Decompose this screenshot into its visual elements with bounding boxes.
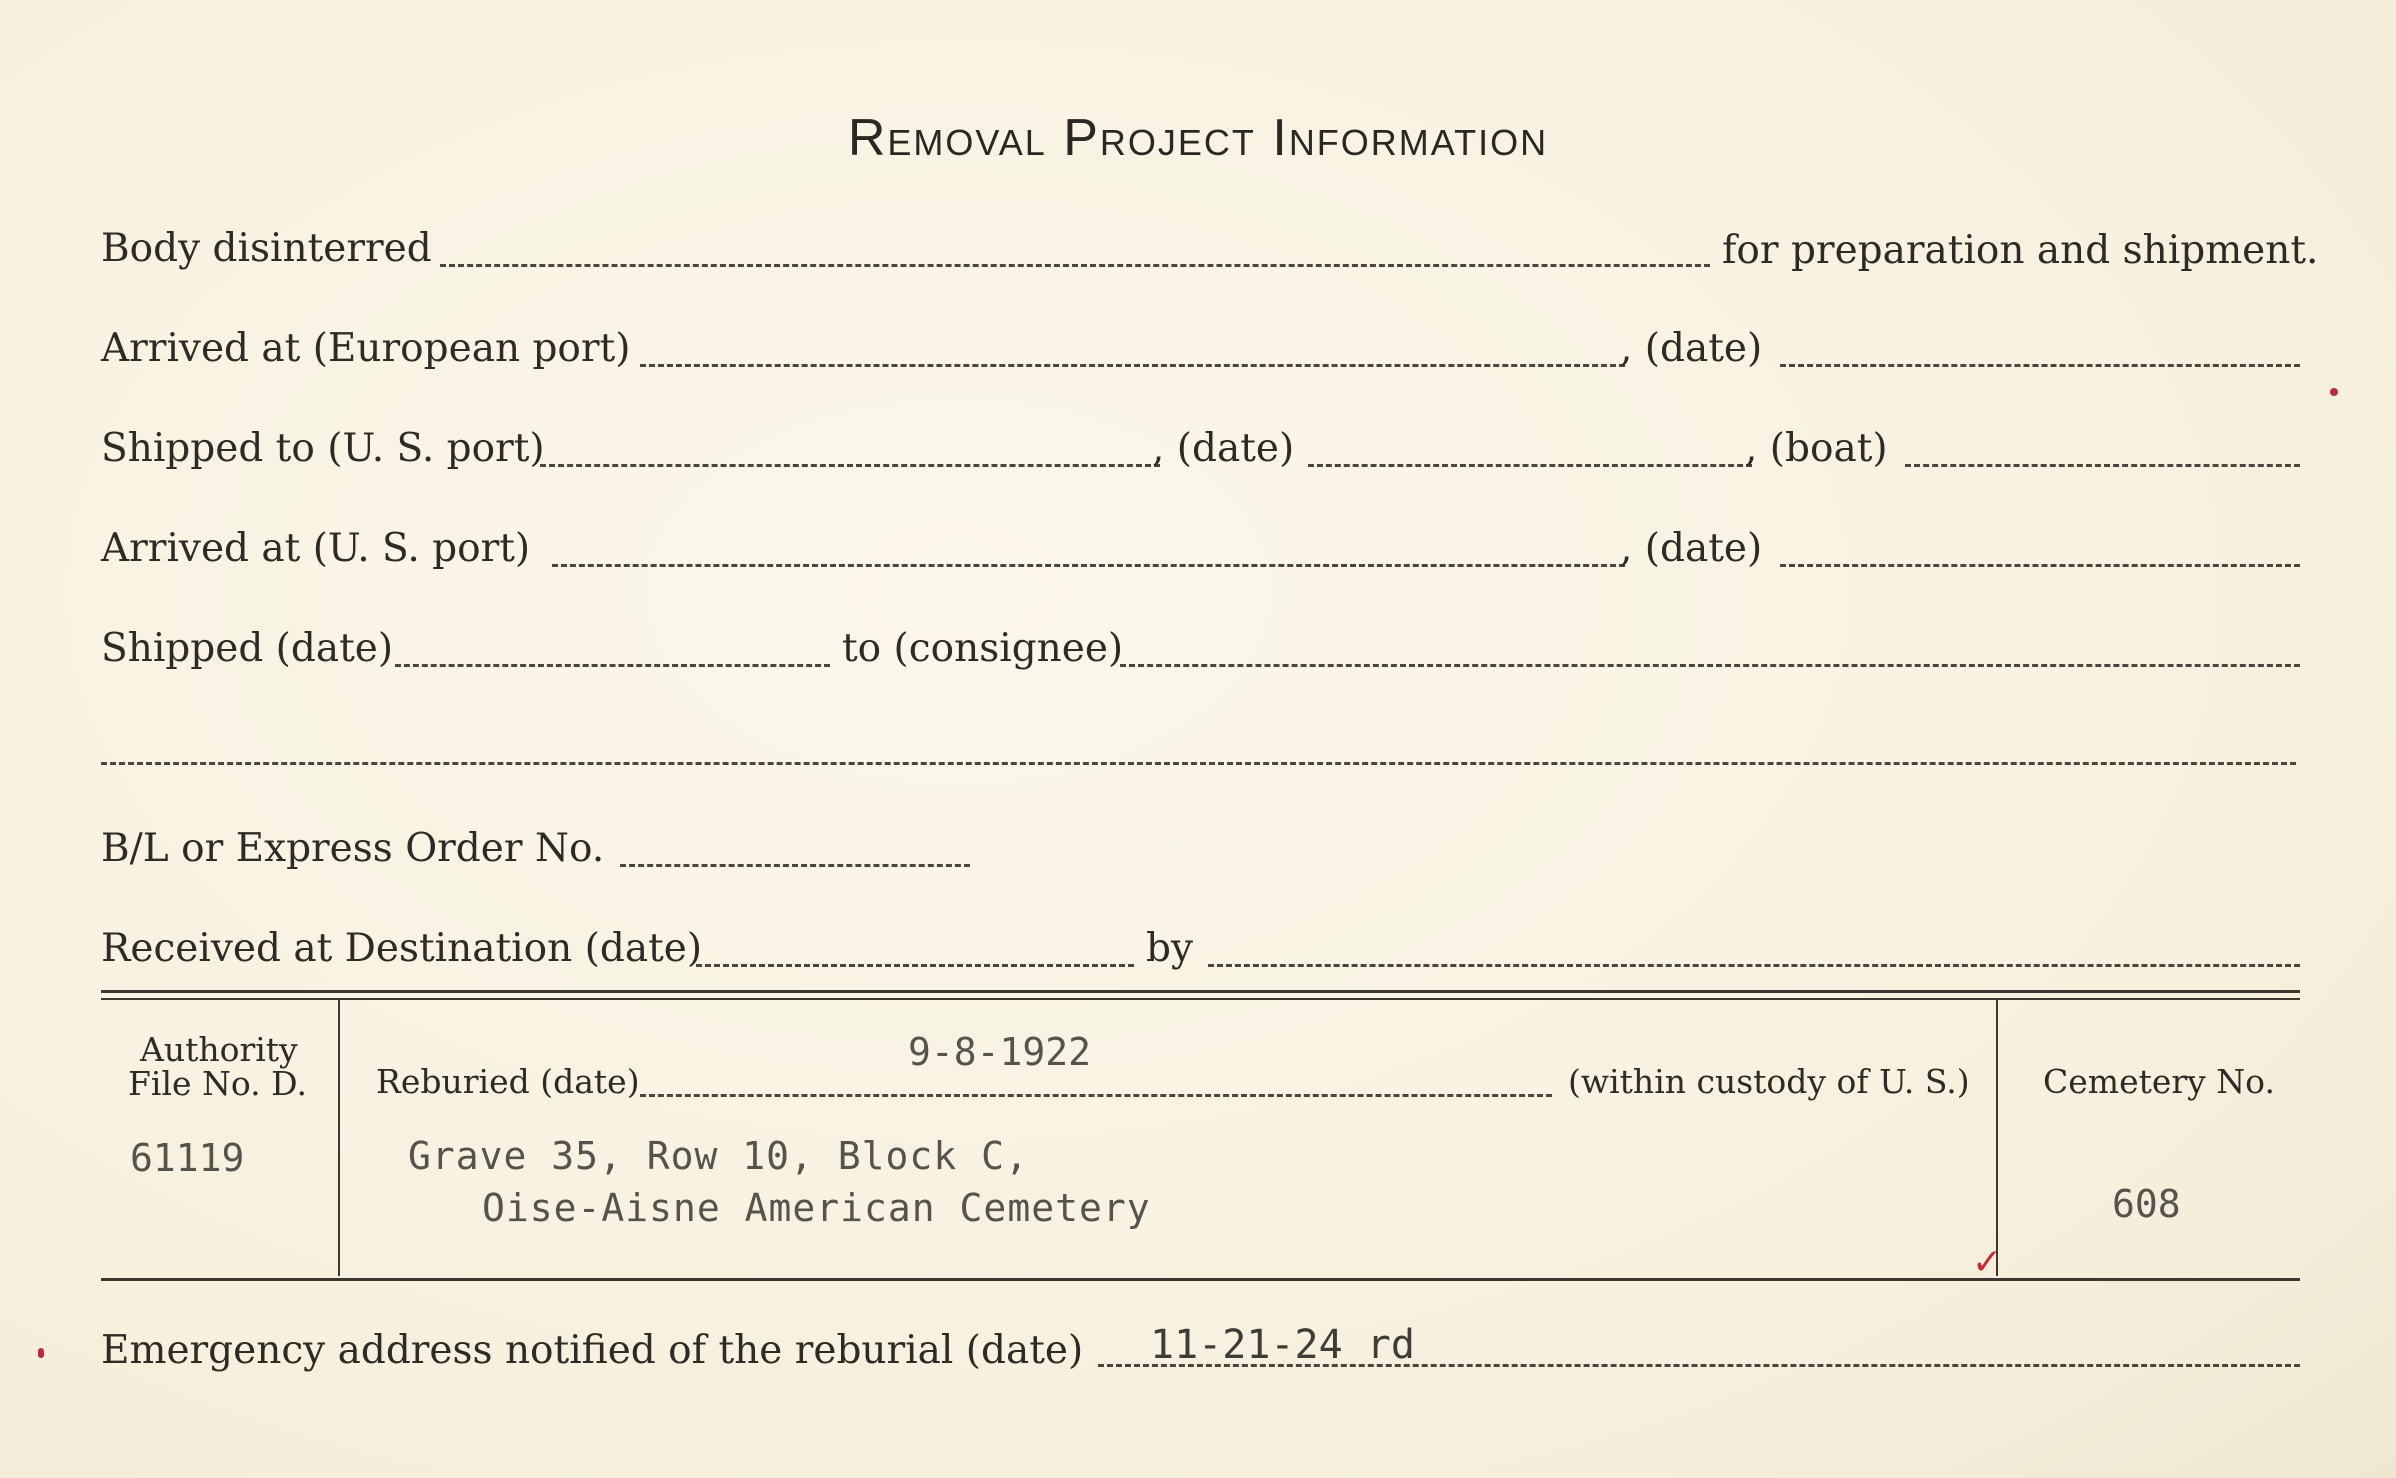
file-no-value: 61119	[130, 1136, 245, 1180]
table-bottom-rule	[101, 1278, 2300, 1281]
shipped-date-line	[395, 664, 830, 667]
reburied-date-value: 9-8-1922	[908, 1030, 1092, 1074]
shipped-to-us-date-line	[1308, 464, 1752, 467]
reburied-label: Reburied (date)	[376, 1062, 640, 1101]
boat-label: , (boat)	[1745, 426, 1888, 471]
emergency-date-value: 11-21-24 rd	[1150, 1322, 1415, 1368]
emergency-label: Emergency address notified of the reburial (date)	[101, 1328, 1084, 1373]
file-no-label: File No. D.	[128, 1064, 307, 1103]
consignee-label: to (consignee)	[842, 626, 1124, 671]
within-custody-label: (within custody of U. S.)	[1568, 1062, 1970, 1101]
arrived-european-date-line	[1780, 364, 2300, 367]
grave-line-2: Oise-Aisne American Cemetery	[482, 1186, 1151, 1230]
body-disinterred-line	[440, 264, 1710, 267]
boat-line	[1905, 464, 2300, 467]
received-by-line	[1208, 964, 2300, 967]
received-destination-label: Received at Destination (date)	[101, 926, 703, 971]
reburied-line	[640, 1094, 1552, 1097]
table-divider-right	[1996, 1000, 1998, 1276]
shipped-to-us-date-label: , (date)	[1152, 426, 1295, 471]
shipped-date-label: Shipped (date)	[101, 626, 394, 671]
form-title	[0, 108, 2396, 168]
red-check-icon: ✓	[1972, 1242, 2003, 1283]
arrived-european-date-label: , (date)	[1620, 326, 1763, 371]
red-margin-tick	[38, 1348, 44, 1358]
arrived-us-label: Arrived at (U. S. port)	[101, 526, 531, 571]
cemetery-no-value: 608	[2112, 1182, 2181, 1226]
body-disinterred-label: Body disinterred	[101, 226, 432, 271]
table-divider-left	[338, 1000, 340, 1276]
received-by-label: by	[1146, 926, 1193, 971]
arrived-european-label: Arrived at (European port)	[101, 326, 631, 371]
shipped-to-us-label: Shipped to (U. S. port)	[101, 426, 545, 471]
arrived-us-date-line	[1780, 564, 2300, 567]
grave-line-1: Grave 35, Row 10, Block C,	[408, 1134, 1029, 1178]
authority-label: Authority	[140, 1030, 298, 1069]
arrived-european-line	[640, 364, 1625, 367]
shipped-to-us-line	[540, 464, 1160, 467]
table-top-rule-2	[101, 998, 2300, 1000]
for-preparation-label: for preparation and shipment.	[1722, 228, 2319, 273]
red-margin-dot	[2330, 388, 2338, 396]
arrived-us-date-label: , (date)	[1620, 526, 1763, 571]
cemetery-no-label: Cemetery No.	[2043, 1062, 2275, 1101]
bl-order-label: B/L or Express Order No.	[101, 826, 605, 871]
arrived-us-line	[552, 564, 1625, 567]
consignee-line	[1120, 664, 2300, 667]
consignee-continuation-line	[101, 762, 2296, 765]
received-destination-line	[696, 964, 1134, 967]
bl-order-line	[620, 864, 970, 867]
table-top-rule	[101, 990, 2300, 993]
form-title-text: Removal Project Information	[847, 109, 1549, 167]
